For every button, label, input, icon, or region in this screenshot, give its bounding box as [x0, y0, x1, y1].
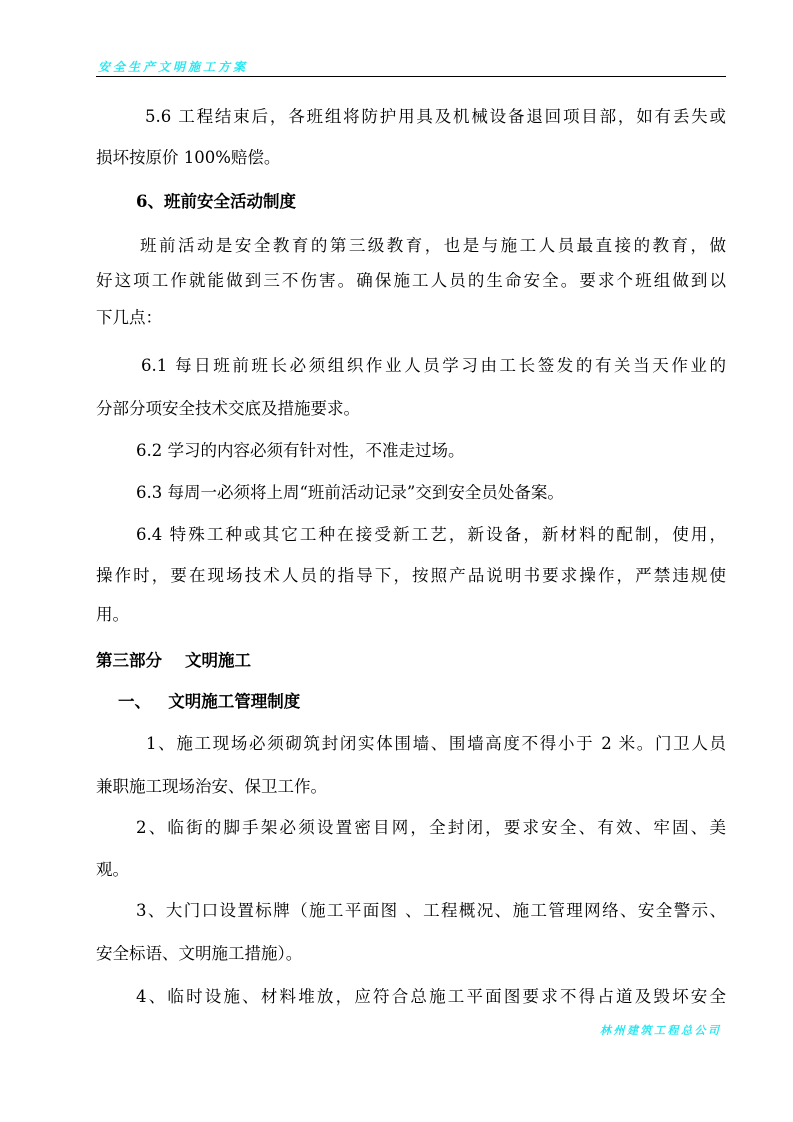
paragraph-line: 下几点： [96, 308, 162, 327]
footer-company: 林州建筑工程总公司 [600, 1024, 722, 1037]
part-heading: 第三部分 文明施工 [96, 651, 251, 670]
section-heading: 6、班前安全活动制度 [136, 192, 296, 211]
header-title: 安全生产文明施工方案 [98, 60, 249, 74]
paragraph-line: 5.6 工程结束后，各班组将防护用具及机械设备退回项目部，如有丢失或 [145, 107, 726, 126]
paragraph-line: 兼职施工现场治安、保卫工作。 [96, 777, 327, 796]
paragraph-line: 操作时，要在现场技术人员的指导下，按照产品说明书要求操作，严禁违规使 [96, 566, 726, 585]
section-heading: 一、 文明施工管理制度 [118, 692, 301, 711]
paragraph-line: 观。 [96, 860, 129, 879]
paragraph-line: 4、临时设施、材料堆放，应符合总施工平面图要求不得占道及毁坏安全 [136, 987, 726, 1006]
paragraph-line: 班前活动是安全教育的第三级教育，也是与施工人员最直接的教育，做 [140, 236, 726, 255]
paragraph-line: 损坏按原价 100%赔偿。 [96, 148, 281, 167]
paragraph-line: 6.1 每日班前班长必须组织作业人员学习由工长签发的有关当天作业的 [141, 356, 726, 375]
paragraph-line: 安全标语、文明施工措施）。 [96, 944, 303, 963]
paragraph-line: 1、施工现场必须砌筑封闭实体围墙、围墙高度不得小于 2 米。门卫人员 [146, 734, 726, 753]
paragraph-line: 好这项工作就能做到三不伤害。确保施工人员的生命安全。要求个班组做到以 [96, 271, 726, 290]
paragraph-line: 3、大门口设置标牌（施工平面图 、工程概况、施工管理网络、安全警示、 [136, 901, 726, 920]
paragraph-line: 2、临街的脚手架必须设置密目网，全封闭，要求安全、有效、牢固、美 [136, 818, 726, 837]
header-rule [96, 76, 726, 77]
paragraph-line: 6.4 特殊工种或其它工种在接受新工艺，新设备，新材料的配制，使用， [136, 525, 726, 544]
paragraph-line: 6.2 学习的内容必须有针对性，不准走过场。 [136, 441, 465, 460]
paragraph-line: 6.3 每周一必须将上周“班前活动记录”交到安全员处备案。 [136, 483, 564, 502]
paragraph-line: 分部分项安全技术交底及措施要求。 [96, 399, 360, 418]
paragraph-line: 用。 [96, 605, 129, 624]
